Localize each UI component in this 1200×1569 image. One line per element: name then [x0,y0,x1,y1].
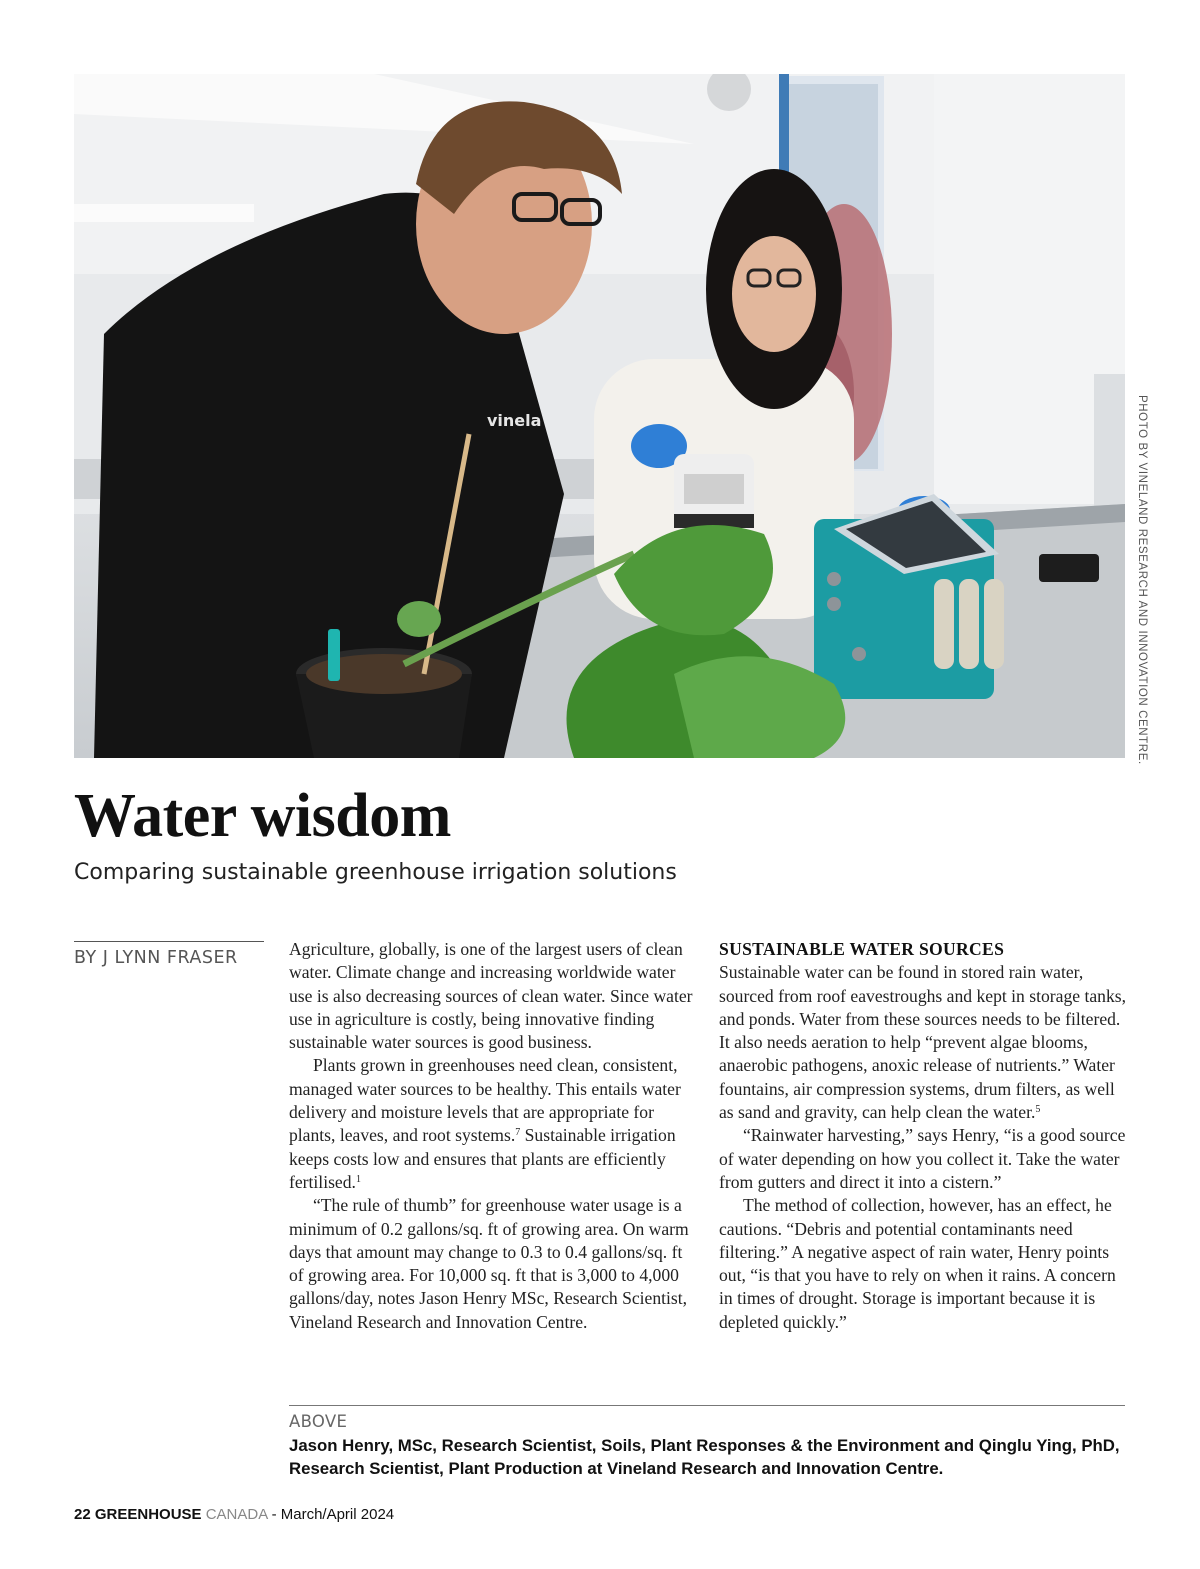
body-column-1 [289,938,701,1334]
paragraph: Plants grown in greenhouses need clean, consistent, managed water sources to be healthy. This entails water delivery and moisture levels that are appropriate for plants, leaves, and root systems.$^7$ Sustainable irrigation keeps costs low and ensures that plants are efficiently fertilised.$^1$ [289,1055,681,1192]
footnote-ref: 7 [515,1127,521,1139]
paragraph: Agriculture, globally, is one of the largest users of clean water. Climate change and increasing worldwide water use is also decreasing sources of clean water. Since water use in agriculture is costly, being innovative finding sustainable water sources is good business. [289,939,693,1053]
footnote-ref: 1 [355,1173,361,1185]
jacket-logo: vinela [487,411,542,430]
byline-rule [74,941,264,942]
byline: BY J LYNN FRASER [74,948,238,968]
article-title: Water wisdom [74,782,451,850]
paragraph: “Rainwater harvesting,” says Henry, “is a good source of water depending on how you collect it. Take the water from gutters and direct it into a cistern.” [719,1125,1126,1192]
article-subtitle: Comparing sustainable greenhouse irrigation solutions [74,860,677,885]
woman-face [732,236,816,352]
magazine-name-bold: GREENHOUSE [94,1506,202,1523]
photo-credit: PHOTO BY VINELAND RESEARCH AND INNOVATION CENTRE. [1136,395,1148,765]
footnote-ref: 5 [1035,1104,1041,1116]
page-number: 22 [74,1506,91,1523]
body-column-2 [719,938,1127,1334]
caption-label: ABOVE [289,1412,348,1431]
paragraph: Sustainable water can be found in stored rain water, sourced from roof eavestroughs and kept in storage tanks, and ponds. Water from these sources needs to be filtered. It also needs aeration to help “prevent algae blooms, anaerobic pathogens, anoxic release of nutrients.” Water fountains, air compression systems, drum filters, as well as sand and gravity, can help clean the water.$^5$ [719,962,1126,1123]
caption-rule [289,1405,1125,1406]
paragraph: The method of collection, however, has an effect, he cautions. “Debris and potential contaminants need filtering.” A negative aspect of rain water, Henry points out, “is that you have to rely on when it rains. A concern in times of drought. Storage is important because it is depleted quickly.” [719,1195,1116,1332]
hero-photo [74,74,1125,758]
magazine-name-light: CANADA [205,1506,268,1523]
lab-scene-illustration [74,74,1125,758]
page-footer [74,1506,394,1523]
photo-caption: Jason Henry, MSc, Research Scientist, Soils, Plant Responses & the Environment and Qinglu Ying, PhD, Research Scientist, Plant Production at Vineland Research and Innovation Centre. [289,1436,1120,1478]
issue-date: - March/April 2024 [271,1506,395,1523]
section-heading: SUSTAINABLE WATER SOURCES [719,939,1005,959]
paragraph: “The rule of thumb” for greenhouse water usage is a minimum of 0.2 gallons/sq. ft of growing area. On warm days that amount may change to 0.3 to 0.4 gallons/sq. ft of growing area. For 10,000 sq. ft that is 3,000 to 4,000 gallons/day, notes Jason Henry MSc, Research Scientist, Vineland Research and Innovation Centre. [289,1195,689,1332]
